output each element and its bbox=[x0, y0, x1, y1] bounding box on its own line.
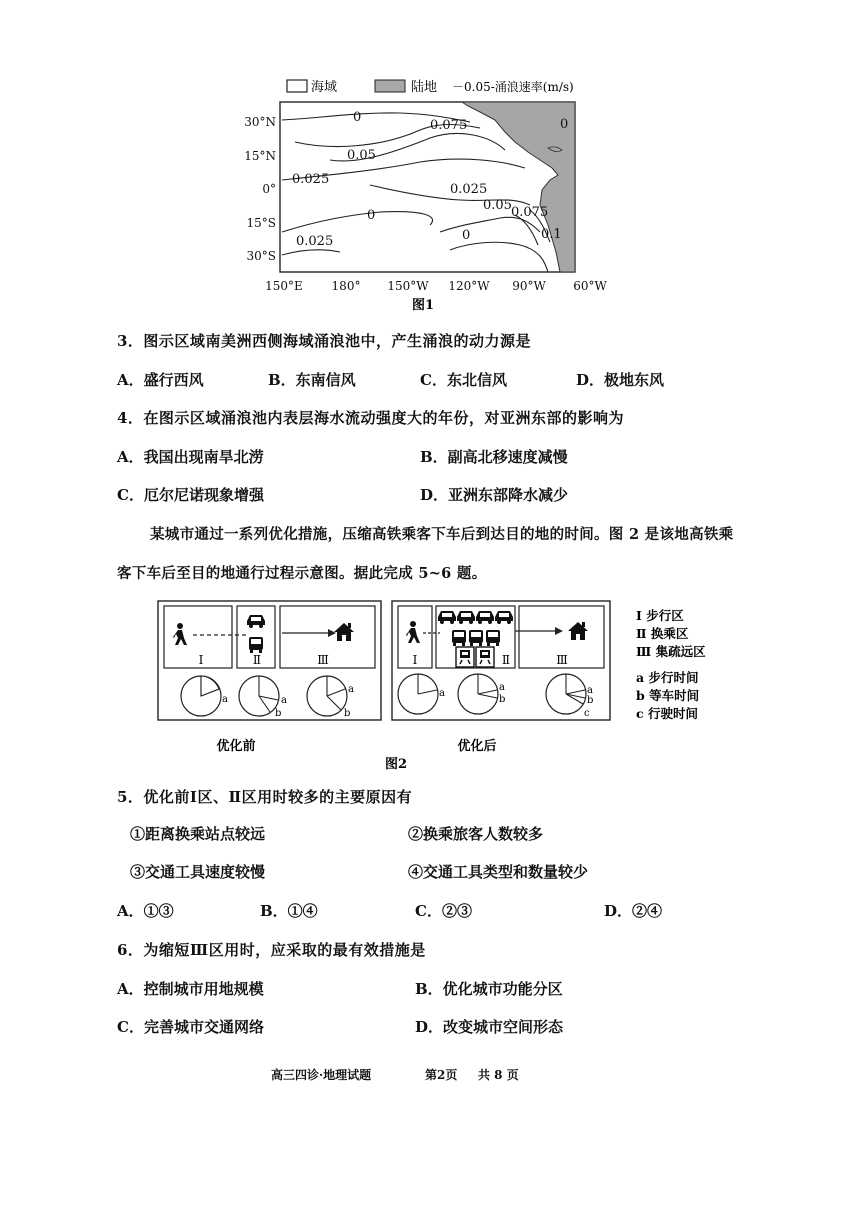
lon-label: 180° bbox=[331, 279, 361, 293]
legend-sea-swatch bbox=[287, 80, 307, 92]
q6-option-d[interactable]: D．改变城市空间形态 bbox=[415, 1018, 564, 1036]
after-label: 优化后 bbox=[457, 739, 497, 754]
intro-line-1: 某城市通过一系列优化措施，压缩高铁乘客下车后到达目的地的时间。图 2 是该地高铁乘 bbox=[150, 526, 734, 543]
question-5-stem: 5．优化前Ⅰ区、Ⅱ区用时较多的主要原因有 bbox=[117, 788, 413, 806]
metro-icon bbox=[476, 647, 494, 667]
q4-option-c[interactable]: C．厄尔尼诺现象增强 bbox=[117, 486, 264, 504]
fig2-legend-item: c 行驶时间 bbox=[636, 706, 698, 721]
lat-label: 0° bbox=[262, 182, 276, 196]
metro-icon bbox=[456, 647, 474, 667]
pie-label: b bbox=[587, 695, 594, 706]
question-6-stem: 6．为缩短Ⅲ区用时，应采取的最有效措施是 bbox=[117, 941, 426, 959]
fig2-legend-item: Ⅰ 步行区 bbox=[636, 608, 684, 623]
contour-label: 0 bbox=[367, 208, 376, 223]
lon-label: 90°W bbox=[512, 279, 546, 293]
zone-label: Ⅲ bbox=[317, 653, 329, 667]
contour-label: 0.075 bbox=[430, 118, 468, 133]
figure2-caption: 图2 bbox=[384, 757, 408, 772]
pie-label: b bbox=[344, 708, 351, 719]
intro-line-2: 客下车后至目的地通行过程示意图。据此完成 5~6 题。 bbox=[117, 565, 487, 582]
contour-label: 0.025 bbox=[296, 234, 334, 249]
legend-contour-label: －0.05-涌浪速率(m/s) bbox=[452, 80, 574, 94]
zone-label: Ⅱ bbox=[501, 653, 511, 667]
fig2-legend-item: Ⅲ 集疏远区 bbox=[636, 644, 706, 659]
lon-label: 150°W bbox=[387, 279, 429, 293]
fig2-legend-item: a 步行时间 bbox=[636, 670, 699, 685]
zone-label: Ⅱ bbox=[252, 653, 262, 667]
contour-label: 0.1 bbox=[541, 227, 562, 242]
q4-option-b[interactable]: B．副高北移速度减慢 bbox=[420, 448, 568, 466]
contour-label: 0.025 bbox=[292, 172, 330, 187]
lat-label: 30°S bbox=[246, 249, 276, 263]
lat-label: 30°N bbox=[244, 115, 276, 129]
pie-label: b bbox=[275, 708, 282, 719]
lon-label: 60°W bbox=[573, 279, 607, 293]
pie-label: a bbox=[348, 684, 354, 695]
footer-title: 高三四诊·地理试题 bbox=[271, 1068, 372, 1082]
q4-option-d[interactable]: D．亚洲东部降水减少 bbox=[420, 486, 569, 504]
lat-label: 15°S bbox=[246, 216, 276, 230]
q5-option-a[interactable]: A．①③ bbox=[117, 902, 174, 920]
q3-option-b[interactable]: B．东南信风 bbox=[268, 371, 356, 389]
before-label: 优化前 bbox=[216, 739, 256, 754]
contour-label: 0 bbox=[560, 117, 569, 132]
pie-label: b bbox=[499, 694, 506, 705]
question-4-stem: 4．在图示区域涌浪池内表层海水流动强度大的年份，对亚洲东部的影响为 bbox=[117, 409, 624, 427]
q5-option-c[interactable]: C．②③ bbox=[415, 902, 472, 920]
q6-option-b[interactable]: B．优化城市功能分区 bbox=[415, 980, 563, 998]
contour-label: 0.075 bbox=[511, 205, 549, 220]
q5-item-3: ③交通工具速度较慢 bbox=[130, 863, 266, 881]
pie-label: a bbox=[587, 685, 593, 696]
zone-label: Ⅰ bbox=[412, 653, 418, 667]
pie-label: a bbox=[439, 688, 445, 699]
figure1-caption: 图1 bbox=[411, 298, 435, 313]
zone-label: Ⅲ bbox=[556, 653, 568, 667]
q5-item-1: ①距离换乘站点较远 bbox=[130, 825, 266, 843]
legend-land-swatch bbox=[375, 80, 405, 92]
contour-label: 0.025 bbox=[450, 182, 488, 197]
q5-option-d[interactable]: D．②④ bbox=[604, 902, 663, 920]
q5-item-4: ④交通工具类型和数量较少 bbox=[408, 863, 589, 881]
legend-sea-label: 海域 bbox=[311, 80, 338, 95]
pie-label: a bbox=[499, 682, 505, 693]
footer-page: 第2页 bbox=[425, 1068, 458, 1082]
pie-label: c bbox=[584, 708, 590, 719]
fig2-legend-item: b 等车时间 bbox=[636, 688, 700, 703]
q3-option-a[interactable]: A．盛行西风 bbox=[117, 371, 204, 389]
q3-option-d[interactable]: D．极地东风 bbox=[576, 371, 665, 389]
q6-option-c[interactable]: C．完善城市交通网络 bbox=[117, 1018, 264, 1036]
legend-land-label: 陆地 bbox=[411, 80, 438, 95]
lon-label: 120°W bbox=[448, 279, 490, 293]
lon-label: 150°E bbox=[265, 279, 303, 293]
contour-label: 0 bbox=[353, 110, 362, 125]
footer-total: 共 8 页 bbox=[478, 1068, 519, 1082]
q6-option-a[interactable]: A．控制城市用地规模 bbox=[117, 980, 264, 998]
q4-option-a[interactable]: A．我国出现南旱北涝 bbox=[117, 448, 264, 466]
pie-label: a bbox=[281, 695, 287, 706]
q3-option-c[interactable]: C．东北信风 bbox=[420, 371, 507, 389]
contour-label: 0.05 bbox=[483, 198, 512, 213]
fig2-legend-item: Ⅱ 换乘区 bbox=[636, 626, 689, 641]
question-3-stem: 3．图示区域南美洲西侧海域涌浪池中，产生涌浪的动力源是 bbox=[117, 332, 531, 350]
contour-label: 0 bbox=[462, 228, 471, 243]
q5-item-2: ②换乘旅客人数较多 bbox=[408, 825, 544, 843]
pie-label: a bbox=[222, 694, 228, 705]
lat-label: 15°N bbox=[244, 149, 276, 163]
zone-label: Ⅰ bbox=[198, 653, 204, 667]
figure2-diagram bbox=[0, 595, 867, 775]
q5-option-b[interactable]: B．①④ bbox=[260, 902, 318, 920]
figure1-map bbox=[0, 0, 867, 320]
contour-label: 0.05 bbox=[347, 148, 376, 163]
